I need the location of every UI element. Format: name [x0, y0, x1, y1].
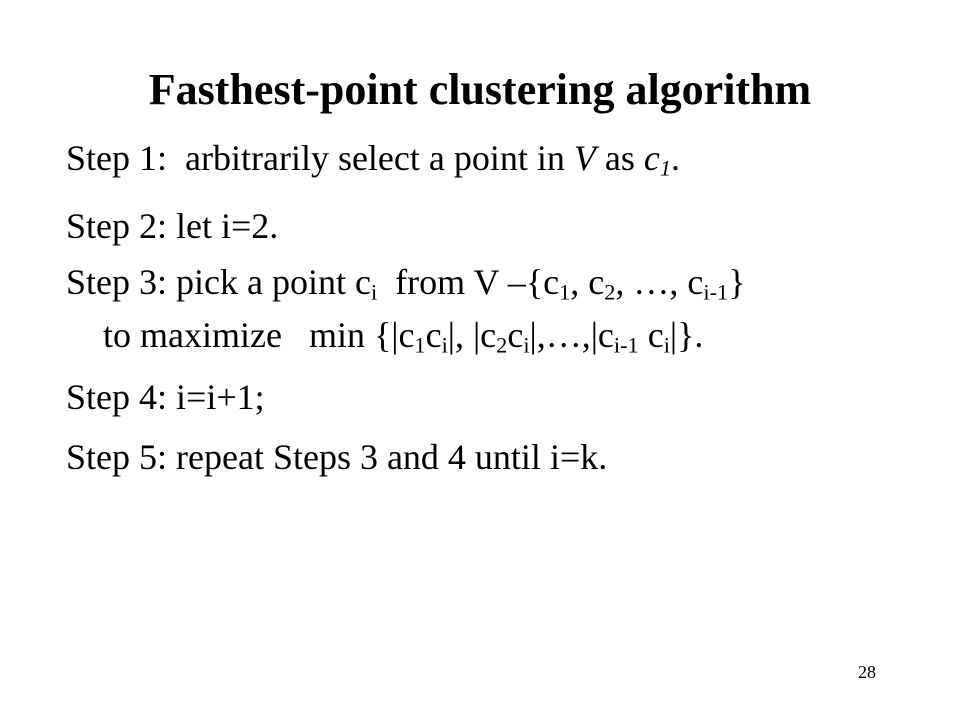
step-1-var-c: c [643, 138, 660, 178]
slide-title: Fasthest-point clustering algorithm [148, 65, 812, 114]
step-3-cont-t4: |,…,|c [529, 315, 614, 355]
step-3-cont-text-b: min {|c [308, 315, 415, 355]
step-3-cont-t5: c [647, 315, 664, 355]
step-3-text-a: pick a point c [176, 262, 371, 302]
step-3-label: Step 3: [66, 262, 168, 302]
step-1-text: arbitrarily select a point in [185, 138, 565, 178]
step-1-as: as [604, 138, 635, 178]
step-3-sub-i: i [370, 279, 378, 305]
step-2-text: let i=2. [176, 206, 279, 246]
step-3-cont-s4: i [523, 332, 530, 358]
step-3-cont-s5: i-1 [613, 332, 639, 358]
step-3-sub-1: 1 [559, 279, 571, 305]
step-3-cont-t2: |, |c [447, 315, 497, 355]
step-3-sub-2: 2 [604, 279, 616, 305]
step-2-label: Step 2: [66, 206, 168, 246]
step-3-text-d: , …, c [615, 262, 704, 302]
step-5-text: repeat Steps 3 and 4 until i=k. [176, 437, 608, 477]
step-1-label: Step 1: [66, 138, 168, 178]
step-4-text: i=i+1; [176, 377, 265, 417]
step-3-cont-t1: c [425, 315, 442, 355]
step-3-cont-s3: 2 [496, 332, 508, 358]
step-3-cont-text-a: to maximize [103, 315, 282, 355]
step-3-cont-t3: c [507, 315, 524, 355]
step-3-cont-t6: |}. [669, 315, 704, 355]
step-4-label: Step 4: [66, 377, 168, 417]
step-4 [66, 376, 265, 418]
page-number: 28 [858, 662, 876, 682]
step-3-text-c: , c [570, 262, 605, 302]
step-3-text-e: } [728, 262, 746, 302]
step-3 [66, 261, 745, 303]
step-5 [66, 436, 607, 478]
step-3-continuation [103, 314, 703, 356]
step-5-label: Step 5: [66, 437, 168, 477]
step-3-text-b: from V –{c [395, 262, 560, 302]
step-3-cont-s1: 1 [414, 332, 426, 358]
step-1-sub: 1 [659, 155, 672, 181]
step-3-cont-s6: i [663, 332, 670, 358]
step-1-end: . [671, 138, 681, 178]
step-1-var-v: V [573, 138, 596, 178]
step-1 [66, 137, 680, 179]
step-2 [66, 205, 278, 247]
step-3-cont-s2: i [441, 332, 448, 358]
step-3-sub-im1: i-1 [703, 279, 729, 305]
